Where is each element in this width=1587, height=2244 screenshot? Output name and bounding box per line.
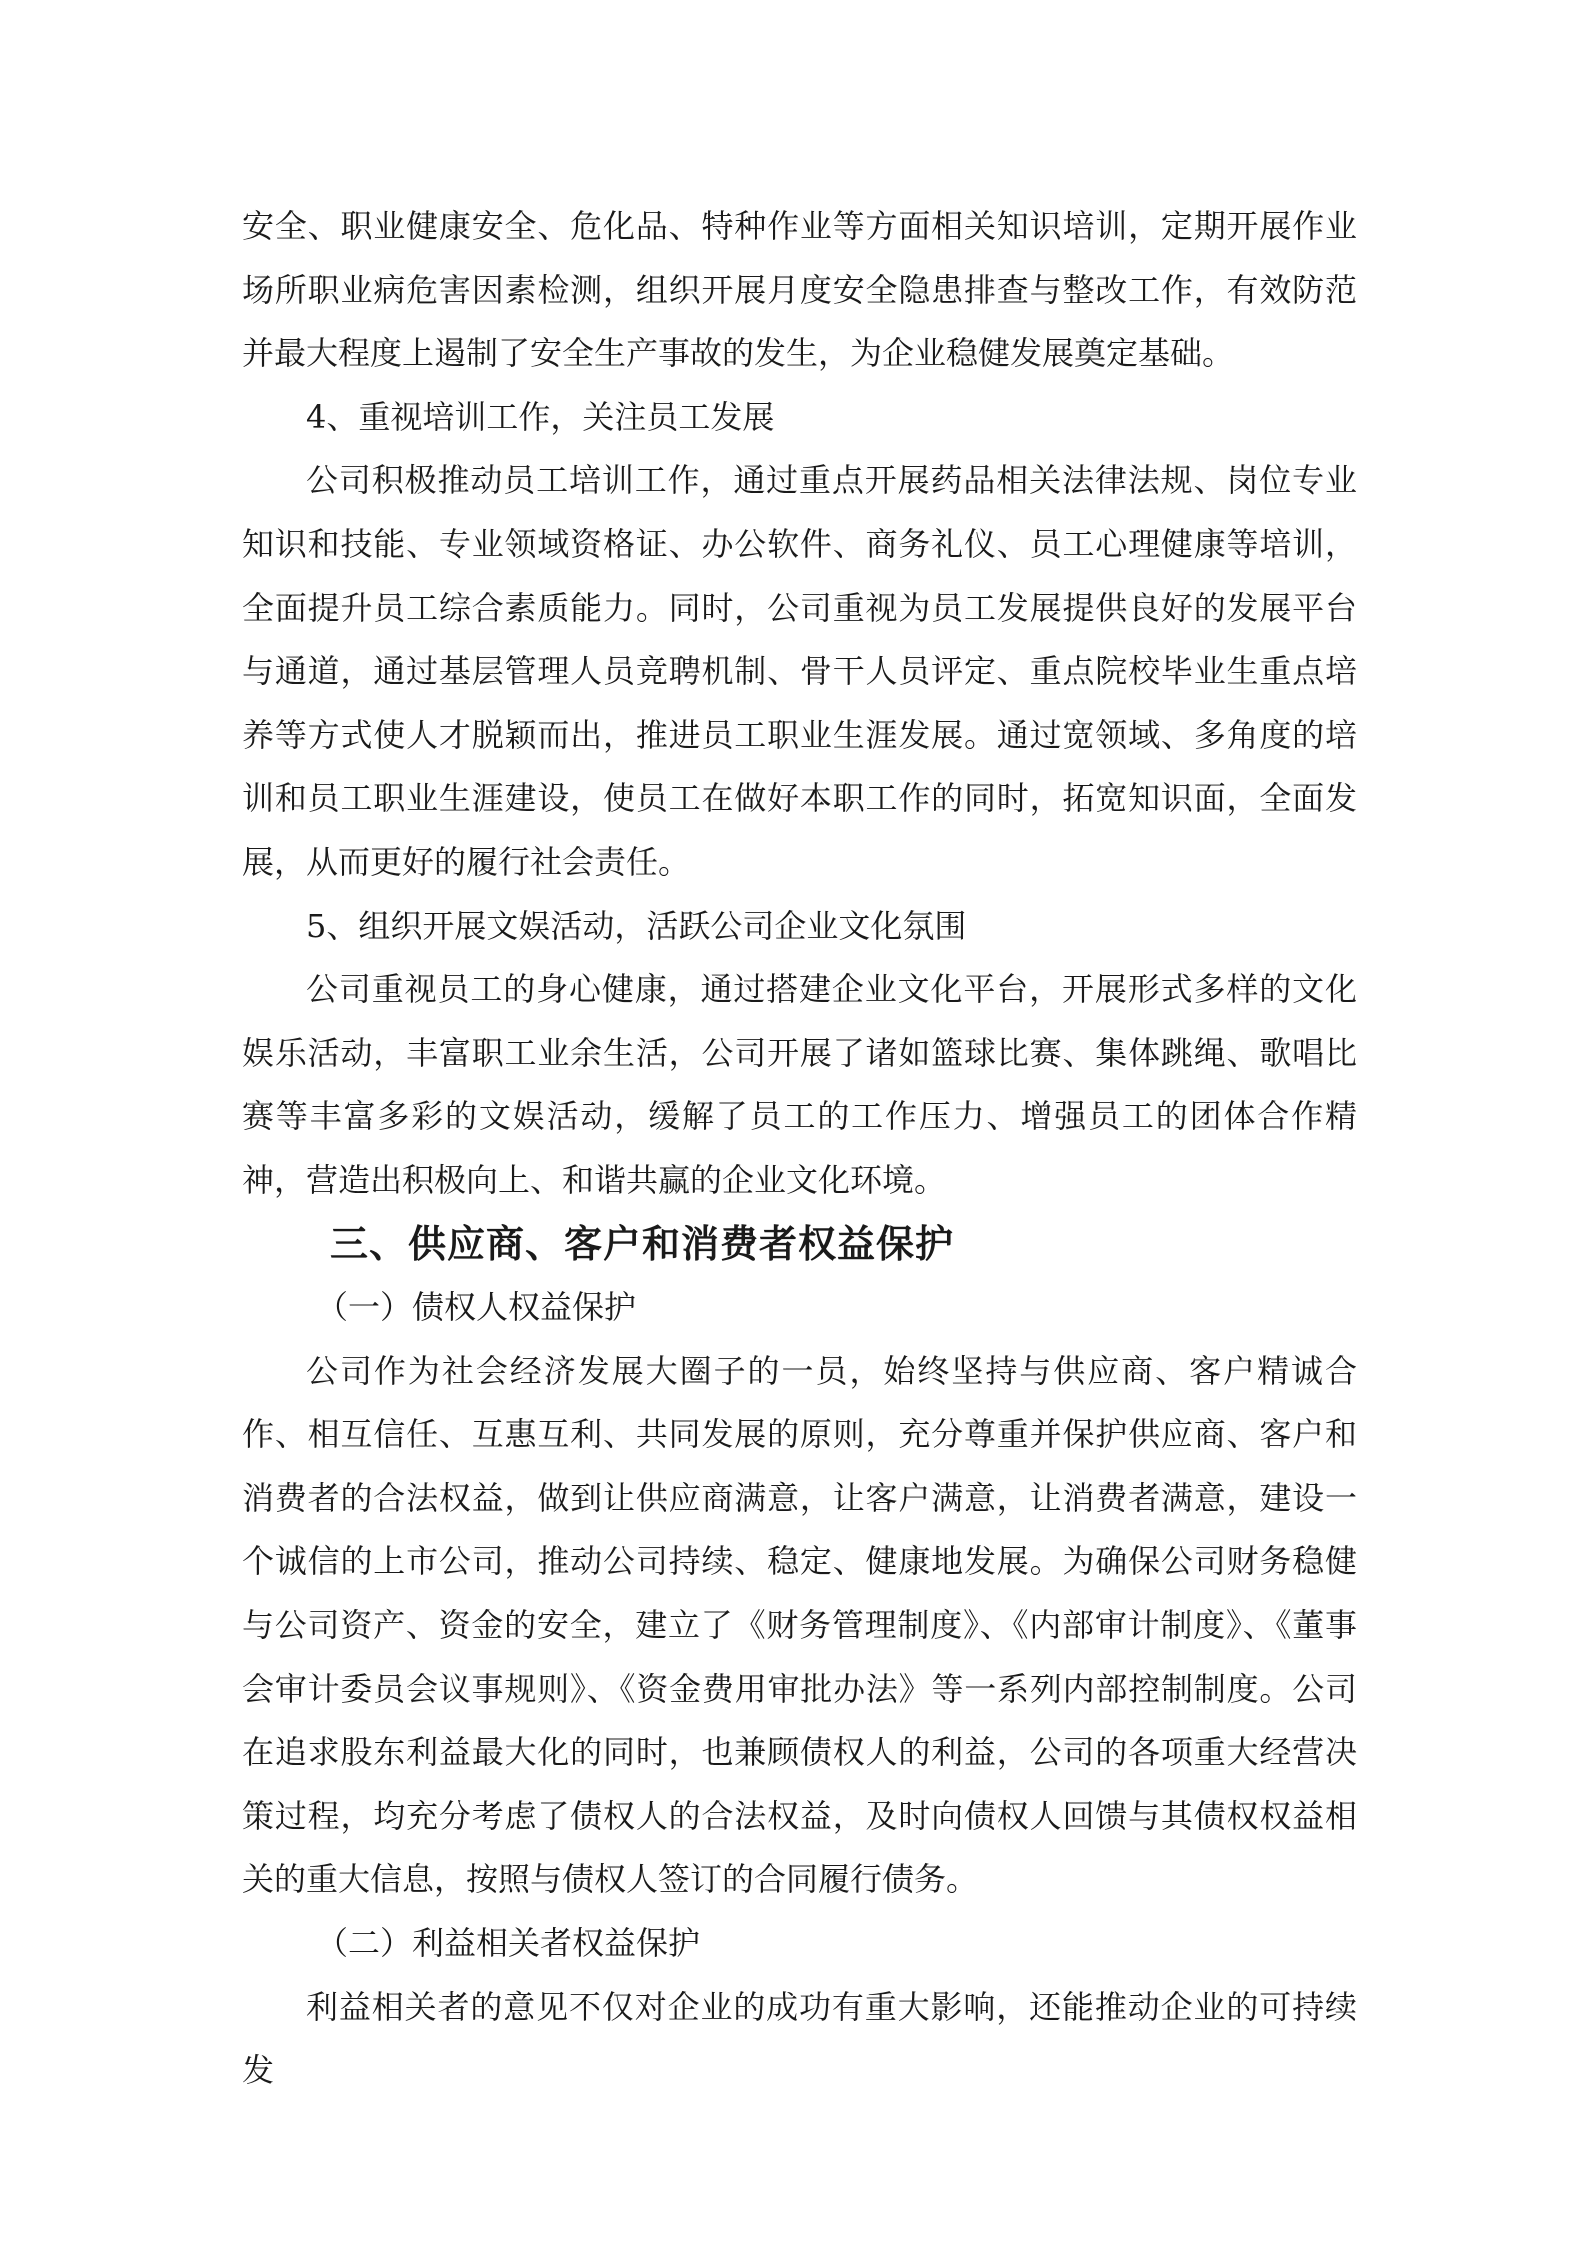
heading-training: 4、重视培训工作，关注员工发展 — [306, 397, 775, 436]
subheading-stakeholder-rights: （二）利益相关者权益保护 — [316, 1924, 701, 1963]
paragraph-creditors: 公司作为社会经济发展大圈子的一员，始终坚持与供应商、客户精诚合作、相互信任、互惠互利、共同发展的原则，充分尊重并保护供应商、客户和消费者的合法权益，做到让供应商满意，让客户满意，让消费者满意，建设一个诚信的上市公司，推动公司持续、稳定、健康地发展。为确保公司财务稳健与公司资产、资金的安全，建立了《财务管理制度》、《内部审计制度》、《董事会审计委员会议事规则》、《资金费用审批办法》等一系列内部控制制度。公司在追求股东利益最大化的同时，也兼顾债权人的利益，公司的各项重大经营决策过程，均充分考虑了债权人的合法权益，及时向债权人回馈与其债权权益相关的重大信息，按照与债权人签订的合同履行债务。 — [242, 1351, 1357, 1899]
paragraph-stakeholder-rights: 利益相关者的意见不仅对企业的成功有重大影响，还能推动企业的可持续发 — [242, 1987, 1357, 2090]
paragraph-training: 公司积极推动员工培训工作，通过重点开展药品相关法律法规、岗位专业知识和技能、专业领域资格证、办公软件、商务礼仪、员工心理健康等培训，全面提升员工综合素质能力。同时，公司重视为员工发展提供良好的发展平台与通道，通过基层管理人员竞聘机制、骨干人员评定、重点院校毕业生重点培养等方式使人才脱颖而出，推进员工职业生涯发展。通过宽领域、多角度的培训和员工职业生涯建设，使员工在做好本职工作的同时，拓宽知识面，全面发展，从而更好的履行社会责任。 — [242, 461, 1357, 881]
heading-recreation: 5、组织开展文娱活动，活跃公司企业文化氛围 — [306, 906, 967, 945]
section-heading-stakeholders: 三、供应商、客户和消费者权益保护 — [330, 1221, 955, 1266]
paragraph-recreation: 公司重视员工的身心健康，通过搭建企业文化平台，开展形式多样的文化娱乐活动，丰富职工业余生活，公司开展了诸如篮球比赛、集体跳绳、歌唱比赛等丰富多彩的文娱活动，缓解了员工的工作压力、增强员工的团体合作精神，营造出积极向上、和谐共赢的企业文化环境。 — [242, 970, 1357, 1199]
subheading-creditors: （一）债权人权益保护 — [316, 1288, 637, 1327]
page-content — [242, 195, 1357, 2103]
paragraph-safety-continued: 安全、职业健康安全、危化品、特种作业等方面相关知识培训，定期开展作业场所职业病危害因素检测，组织开展月度安全隐患排查与整改工作，有效防范并最大程度上遏制了安全生产事故的发生，为企业稳健发展奠定基础。 — [242, 207, 1357, 373]
